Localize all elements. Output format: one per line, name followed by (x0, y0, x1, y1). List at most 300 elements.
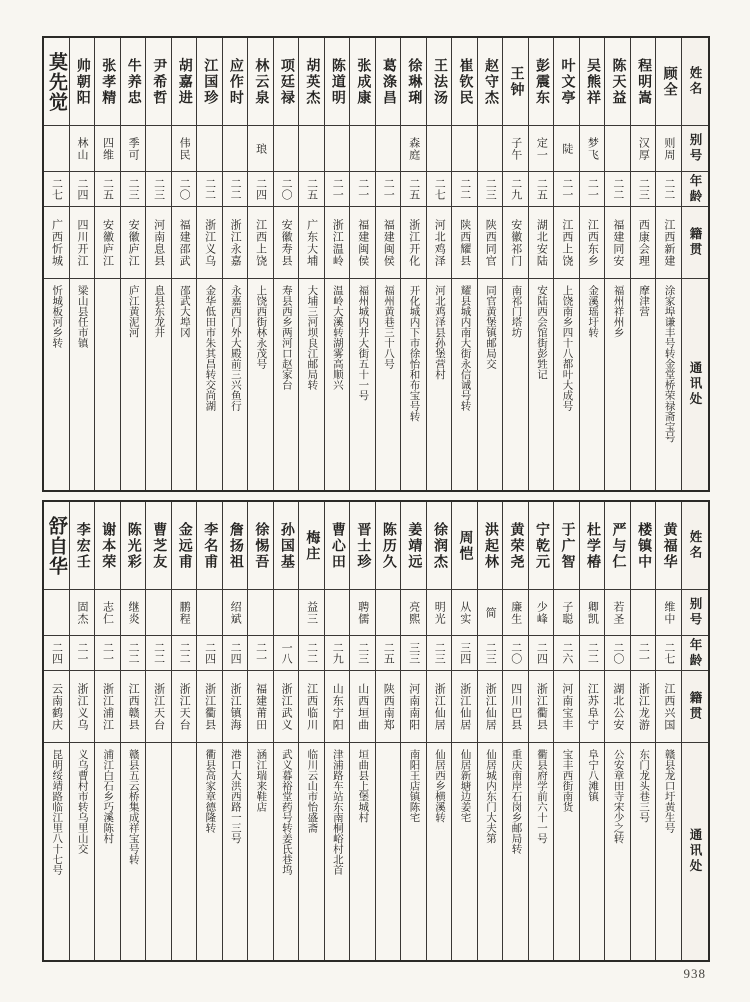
person-address (95, 743, 120, 960)
person-name-text: 胡英杰 (304, 57, 320, 106)
person-native-text: 浙江天台 (178, 682, 191, 731)
person-address-text: 福州城内井大街五十一号 (357, 285, 369, 401)
person-name-text: 周恺 (457, 529, 473, 562)
person-native-text: 江苏阜宁 (586, 682, 599, 731)
person-alias-text: 定一 (535, 136, 548, 161)
person-native-text: 浙江天台 (152, 682, 165, 731)
header-alias-cell (682, 126, 708, 172)
person-alias-text: 琅 (254, 142, 267, 155)
header-address-label: 通讯处 (688, 828, 702, 875)
person-entry (120, 502, 146, 960)
person-age-text: 二二 (178, 642, 191, 664)
person-address-text: 宝丰西街南货 (561, 749, 573, 812)
person-native (631, 207, 656, 279)
person-name (70, 38, 95, 126)
person-entry (655, 38, 681, 490)
person-name-text: 李名甫 (202, 521, 218, 570)
person-address (146, 279, 171, 490)
person-name-text: 莫先觉 (46, 51, 67, 112)
person-native-text: 浙江龙游 (637, 682, 650, 731)
person-address (401, 743, 426, 960)
person-entry (222, 502, 248, 960)
person-name (580, 38, 605, 126)
person-age-text: 二六 (560, 642, 573, 664)
person-address (554, 279, 579, 490)
person-address (376, 279, 401, 490)
person-name-text: 陈天益 (610, 57, 626, 106)
person-address-text: 河北鸡泽县孙堡营村 (433, 285, 445, 380)
person-alias-text: 伟民 (178, 136, 191, 161)
person-native (197, 671, 222, 743)
person-alias-text: 继炎 (127, 600, 140, 625)
person-alias-text: 少峰 (535, 600, 548, 625)
person-entry (579, 502, 605, 960)
person-name (197, 38, 222, 126)
person-native-text: 河南息县 (152, 218, 165, 267)
person-name (248, 502, 273, 590)
person-address-text: 浦江白石乡巧溪陈村 (102, 749, 114, 844)
person-name (478, 502, 503, 590)
person-name (44, 38, 69, 126)
person-alias (529, 590, 554, 636)
person-name (656, 502, 681, 590)
person-age-text: 二三 (484, 178, 497, 200)
person-address-text: 赣县龙口圩黄生号 (663, 749, 675, 833)
header-age-cell (682, 636, 708, 671)
person-native (656, 207, 681, 279)
person-alias (376, 126, 401, 172)
person-age (95, 636, 120, 671)
person-alias (325, 126, 350, 172)
person-name-text: 尹希哲 (151, 57, 167, 106)
person-alias (274, 126, 299, 172)
person-age-text: 一八 (280, 642, 293, 664)
person-entry (655, 502, 681, 960)
person-address (44, 743, 69, 960)
person-age (350, 636, 375, 671)
person-age (274, 172, 299, 207)
person-alias-text: 从实 (458, 600, 471, 625)
person-name-text: 陈光彩 (125, 521, 141, 570)
person-native (478, 671, 503, 743)
person-age-text: 二三 (484, 642, 497, 664)
person-name-text: 吴熊祥 (585, 57, 601, 106)
person-entry (222, 38, 248, 490)
person-name (452, 502, 477, 590)
person-name-text: 赵守杰 (482, 57, 498, 106)
person-age-text: 二二 (203, 178, 216, 200)
person-alias (223, 590, 248, 636)
person-address-text: 金溪瑶圩转 (587, 285, 599, 338)
person-address-text: 衢县高家章德隆转 (204, 749, 216, 833)
person-age-text: 二三 (356, 642, 369, 664)
header-column (681, 38, 708, 490)
person-native-text: 安徽庐江 (127, 218, 140, 267)
person-name (44, 502, 69, 590)
person-name-text: 黄福华 (661, 521, 677, 570)
person-native-text: 浙江仙居 (484, 682, 497, 731)
person-entry (94, 38, 120, 490)
person-name (605, 502, 630, 590)
person-age-text: 二五 (305, 178, 318, 200)
person-alias-text: 志仁 (101, 600, 114, 625)
person-address-text: 摩津营 (638, 285, 650, 317)
person-name-text: 王钟 (508, 65, 524, 98)
person-native-text: 山东宁阳 (331, 682, 344, 731)
person-alias (70, 126, 95, 172)
person-name-text: 严与仁 (610, 521, 626, 570)
person-name (529, 38, 554, 126)
person-native-text: 浙江义乌 (76, 682, 89, 731)
person-native-text: 四川巴县 (509, 682, 522, 731)
person-native (503, 671, 528, 743)
person-entry (298, 38, 324, 490)
person-name-text: 李宏壬 (74, 521, 90, 570)
person-age (299, 172, 324, 207)
person-alias (325, 590, 350, 636)
person-entry (630, 38, 656, 490)
person-address (172, 279, 197, 490)
person-alias-text: 维中 (662, 600, 675, 625)
person-address (350, 743, 375, 960)
person-native-text: 福建闽侯 (356, 218, 369, 267)
person-address-text: 寿县西乡两河口赵家台 (280, 285, 292, 390)
person-address (274, 279, 299, 490)
person-name (580, 502, 605, 590)
person-age-text: 二四 (254, 178, 267, 200)
person-name (146, 502, 171, 590)
person-entry (528, 38, 554, 490)
person-address (70, 279, 95, 490)
person-age-text: 二一 (254, 642, 267, 664)
person-age-text: 二一 (586, 178, 599, 200)
person-address-text: 东门龙头巷三号 (638, 749, 650, 823)
person-address-text: 阜宁八滩镇 (587, 749, 599, 802)
person-entry (44, 502, 69, 960)
person-entry (426, 38, 452, 490)
person-address (121, 279, 146, 490)
person-address-text: 仙居西乡横溪转 (433, 749, 445, 823)
person-address (197, 279, 222, 490)
person-name-text: 楼镇中 (636, 521, 652, 570)
person-address (299, 279, 324, 490)
person-native-text: 陕西耀县 (458, 218, 471, 267)
person-name (427, 38, 452, 126)
person-age (529, 636, 554, 671)
person-name (299, 502, 324, 590)
person-address-text: 上饶西街林永茂号 (255, 285, 267, 369)
person-alias (452, 126, 477, 172)
person-name (95, 502, 120, 590)
person-alias (350, 590, 375, 636)
person-age-text: 二一 (331, 178, 344, 200)
person-alias-text: 聘儒 (356, 600, 369, 625)
person-alias (248, 590, 273, 636)
person-name (376, 502, 401, 590)
person-age (656, 172, 681, 207)
person-alias (376, 590, 401, 636)
person-age-text: 二三 (152, 178, 165, 200)
person-age (172, 636, 197, 671)
person-age-text: 二九 (509, 178, 522, 200)
header-name-cell (682, 502, 708, 590)
person-age-text: 三四 (458, 642, 471, 664)
person-address-text: 大埔三河坝良江邮局转 (306, 285, 318, 390)
person-age (631, 172, 656, 207)
person-address-text: 永嘉西门外大殿前三兴鱼行 (229, 285, 241, 411)
person-entry (349, 502, 375, 960)
person-native-text: 湖北安陆 (535, 218, 548, 267)
person-alias (299, 126, 324, 172)
person-alias (401, 126, 426, 172)
person-address (121, 743, 146, 960)
person-native-text: 福建闽侯 (382, 218, 395, 267)
person-address-text: 南祁门塔坊 (510, 285, 522, 338)
person-native-text: 浙江永嘉 (229, 218, 242, 267)
person-entry (451, 502, 477, 960)
person-alias-text: 汉厚 (637, 136, 650, 161)
person-age (580, 636, 605, 671)
person-age (197, 172, 222, 207)
person-age (95, 172, 120, 207)
person-native-text: 安徽祁门 (509, 218, 522, 267)
person-native (172, 207, 197, 279)
person-native-text: 四川开江 (76, 218, 89, 267)
header-name-cell (682, 38, 708, 126)
person-native-text: 陕西南郑 (382, 682, 395, 731)
person-entry (477, 38, 503, 490)
person-address-text: 邵武大埠冈 (178, 285, 190, 338)
person-name-text: 葛涤昌 (380, 57, 396, 106)
person-alias (478, 126, 503, 172)
person-name (325, 38, 350, 126)
person-age-text: 二一 (560, 178, 573, 200)
person-age-text: 二三 (637, 178, 650, 200)
person-alias (503, 590, 528, 636)
page-number: 938 (683, 966, 706, 981)
person-entry (553, 38, 579, 490)
person-address-text: 仙居城内东门大夫第 (485, 749, 496, 844)
header-name-label: 姓名 (688, 66, 702, 97)
person-native (427, 207, 452, 279)
person-address (478, 743, 503, 960)
person-name (605, 38, 630, 126)
person-native (452, 207, 477, 279)
header-age-label: 年龄 (688, 637, 702, 669)
person-name (503, 38, 528, 126)
person-age-text: 二二 (152, 642, 165, 664)
person-native (121, 207, 146, 279)
person-alias (121, 590, 146, 636)
person-alias (631, 126, 656, 172)
person-native (529, 671, 554, 743)
person-native (172, 671, 197, 743)
person-name (70, 502, 95, 590)
person-name (427, 502, 452, 590)
person-age-text: 二九 (331, 642, 344, 664)
person-native-text: 河北鸡泽 (433, 218, 446, 267)
person-native (95, 207, 120, 279)
person-address (452, 743, 477, 960)
person-alias-text: 则周 (662, 136, 675, 161)
header-native-label: 籍贯 (688, 227, 702, 258)
person-address-text: 南阳王店镇陈宅 (408, 749, 420, 823)
person-name-text: 顾全 (661, 65, 677, 98)
person-age (70, 636, 95, 671)
person-address (529, 743, 554, 960)
person-address (656, 743, 681, 960)
person-native (299, 207, 324, 279)
person-native-text: 浙江浦江 (101, 682, 114, 731)
person-entry (528, 502, 554, 960)
person-native-text: 浙江衢县 (203, 682, 216, 731)
person-native-text: 河南宝丰 (560, 682, 573, 731)
person-entry (273, 38, 299, 490)
person-native (580, 207, 605, 279)
person-address-text: 港口大洪西路一三号 (229, 749, 241, 844)
person-age-text: 二〇 (611, 642, 624, 664)
person-address-text: 福州祥州乡 (612, 285, 624, 338)
person-address-text: 福州黄巷三十八号 (382, 285, 394, 369)
person-name (121, 38, 146, 126)
person-entry (171, 502, 197, 960)
person-native-text: 河南南阳 (407, 682, 420, 731)
person-entry (145, 502, 171, 960)
person-alias-text: 鹏程 (178, 600, 191, 625)
person-native (580, 671, 605, 743)
person-native (503, 207, 528, 279)
person-native-text: 西康会理 (637, 218, 650, 267)
person-name-text: 宁乾元 (534, 521, 549, 570)
person-alias (580, 126, 605, 172)
person-alias-text: 亮熙 (407, 600, 420, 625)
person-native (223, 207, 248, 279)
person-address (274, 743, 299, 960)
person-name-text: 江国珍 (202, 57, 218, 106)
person-age (401, 636, 426, 671)
person-native (478, 207, 503, 279)
person-age (478, 636, 503, 671)
person-address (529, 279, 554, 490)
person-alias (554, 126, 579, 172)
person-address-text: 上饶南乡四十八都叶大成号 (561, 285, 573, 411)
person-name-text: 杜学椿 (585, 521, 601, 570)
person-address-text: 临川云山市怡盛斋 (306, 749, 318, 833)
person-address (248, 743, 273, 960)
person-name-text: 曹芝友 (151, 521, 167, 570)
person-native-text: 安徽寿县 (280, 218, 293, 267)
person-alias (554, 590, 579, 636)
person-alias (427, 590, 452, 636)
person-address-text: 息县东龙井 (153, 285, 165, 338)
person-entry (451, 38, 477, 490)
person-native (44, 671, 69, 743)
person-address (554, 743, 579, 960)
person-age-text: 二二 (662, 178, 675, 200)
person-age (554, 172, 579, 207)
person-age-text: 二一 (76, 642, 89, 664)
person-age (121, 636, 146, 671)
person-entry (69, 38, 95, 490)
person-age (172, 172, 197, 207)
person-entry (502, 502, 528, 960)
person-entry (604, 502, 630, 960)
person-alias (299, 590, 324, 636)
person-alias (350, 126, 375, 172)
person-alias-text: 陡 (560, 142, 573, 155)
person-age-text: 二七 (433, 178, 446, 200)
person-name-text: 于广智 (559, 521, 575, 570)
person-name-text: 舒自华 (46, 515, 67, 576)
person-address (580, 279, 605, 490)
person-age-text: 二一 (101, 642, 114, 664)
person-age (44, 172, 69, 207)
person-native-text: 浙江仙居 (458, 682, 471, 731)
person-native (631, 671, 656, 743)
person-age (274, 636, 299, 671)
person-name (554, 38, 579, 126)
person-native-text: 福建邵武 (178, 218, 191, 267)
person-address (478, 279, 503, 490)
person-name-text: 张成康 (355, 57, 371, 106)
person-address (631, 279, 656, 490)
person-alias (223, 126, 248, 172)
person-age (376, 172, 401, 207)
person-alias (580, 590, 605, 636)
person-address-text: 仙居新塘边姜宅 (459, 749, 471, 823)
person-name (401, 502, 426, 590)
person-address (350, 279, 375, 490)
person-native (223, 671, 248, 743)
person-entry (247, 502, 273, 960)
person-alias (274, 590, 299, 636)
person-native (656, 671, 681, 743)
person-native (325, 671, 350, 743)
person-address-text: 义乌曹村市转乌里山交 (76, 749, 88, 854)
person-age (503, 636, 528, 671)
person-address (631, 743, 656, 960)
person-address (580, 743, 605, 960)
person-alias (197, 126, 222, 172)
person-name-text: 孙国基 (278, 521, 294, 570)
person-age (325, 172, 350, 207)
person-native-text: 福建同安 (611, 218, 624, 267)
person-native (605, 671, 630, 743)
person-native-text: 广东大埔 (305, 218, 318, 267)
person-native-text: 江西兴国 (662, 682, 675, 731)
person-name-text: 程明嵩 (636, 57, 652, 106)
person-name-text: 晋士珍 (355, 521, 371, 570)
person-alias (70, 590, 95, 636)
person-native-text: 浙江仙居 (433, 682, 446, 731)
person-native-text: 广西忻城 (50, 218, 63, 267)
person-address (401, 279, 426, 490)
header-native-cell (682, 671, 708, 743)
person-entry (502, 38, 528, 490)
person-entry (196, 502, 222, 960)
person-age-text: 二七 (50, 178, 63, 200)
person-address (299, 743, 324, 960)
person-alias-text: 森庭 (407, 136, 420, 161)
person-address (146, 743, 171, 960)
header-name-label: 姓名 (688, 530, 702, 561)
person-age (248, 636, 273, 671)
person-age-text: 二一 (356, 178, 369, 200)
person-age (529, 172, 554, 207)
person-native (376, 207, 401, 279)
person-alias (656, 590, 681, 636)
person-entry (94, 502, 120, 960)
